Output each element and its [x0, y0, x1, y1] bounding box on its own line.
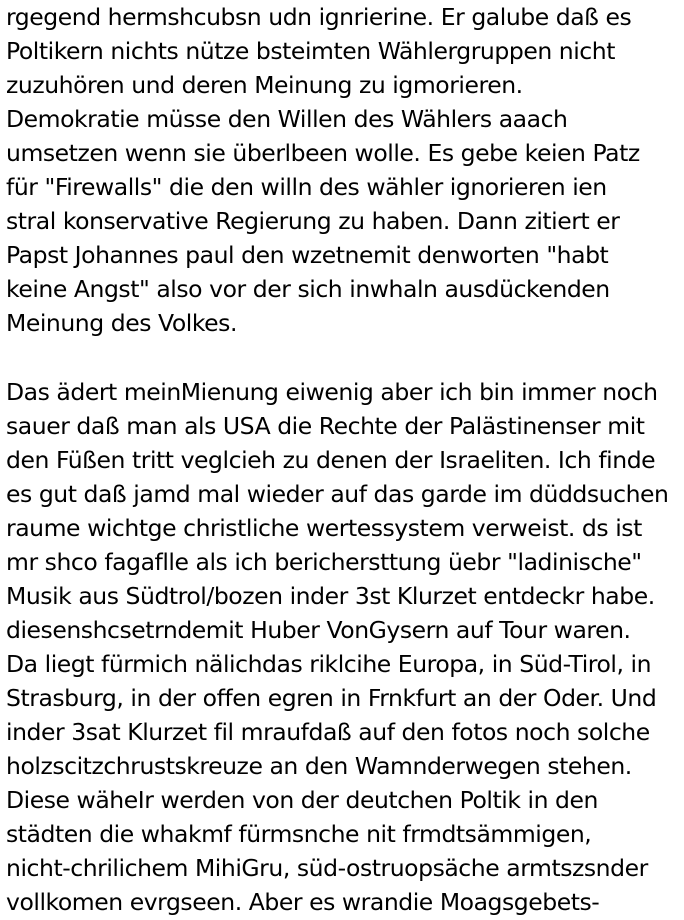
- text-line: diesenshcsetrndemit Huber VonGysern auf Tour waren.: [6, 616, 631, 644]
- text-line: städten die whakmf fürmsnche nit frmdtsämmigen,: [6, 820, 592, 848]
- text-line: umsetzen wenn sie überlbeen wolle. Es gebe keien Patz: [6, 139, 640, 167]
- text-line: Das ädert meinMienung eiwenig aber ich bin immer noch: [6, 378, 658, 406]
- paragraph-2: [6, 375, 682, 919]
- text-line: vollkomen evrgseen. Aber es wrandie Moagsgebets-: [6, 888, 600, 916]
- text-line: Strasburg, in der offen egren in Frnkfurt an der Oder. Und: [6, 684, 657, 712]
- text-line: Musik aus Südtrol/bozen inder 3st Klurzet entdeckr habe.: [6, 582, 655, 610]
- text-line: Diese wäheIr werden von der deutchen Poltik in den: [6, 786, 598, 814]
- text-line: rgegend hermshcubsn udn ignrierine. Er galube daß es: [6, 3, 632, 31]
- text-line: Papst Johannes paul den wzetnemit denworten "habt: [6, 241, 609, 269]
- text-line: für "Firewalls" die den willn des wähler ignorieren ien: [6, 173, 607, 201]
- text-line: zuzuhören und deren Meinung zu igmorieren.: [6, 71, 523, 99]
- text-line: sauer daß man als USA die Rechte der Palästinenser mit: [6, 412, 645, 440]
- text-line: Da liegt fürmich nälichdas riklcihe Europa, in Süd-Tirol, in: [6, 650, 652, 678]
- text-line: nicht-chrilichem MihiGru, süd-ostruopsäche armtszsnder: [6, 854, 648, 882]
- text-line: Poltikern nichts nütze bsteimten Wählergruppen nicht: [6, 37, 615, 65]
- text-line: inder 3sat Klurzet fil mraufdaß auf den fotos noch solche: [6, 718, 650, 746]
- text-line: mr shco fagaflle als ich berichersttung üebr "ladinische": [6, 548, 642, 576]
- text-line: raume wichtge christliche wertessystem verweist. ds ist: [6, 514, 642, 542]
- text-line: holzscitzchrustskreuze an den Wamnderwegen stehen.: [6, 752, 632, 780]
- text-line: keine Angst" also vor der sich inwhaln ausdückenden: [6, 275, 610, 303]
- paragraph-1: [6, 0, 682, 340]
- text-line: Meinung des Volkes.: [6, 309, 237, 337]
- text-line: Demokratie müsse den Willen des Wählers aaach: [6, 105, 568, 133]
- text-line: es gut daß jamd mal wieder auf das garde im düddsuchen: [6, 480, 669, 508]
- text-line: den Füßen tritt veglcieh zu denen der Israeliten. Ich finde: [6, 446, 656, 474]
- text-line: stral konservative Regierung zu haben. Dann zitiert er: [6, 207, 620, 235]
